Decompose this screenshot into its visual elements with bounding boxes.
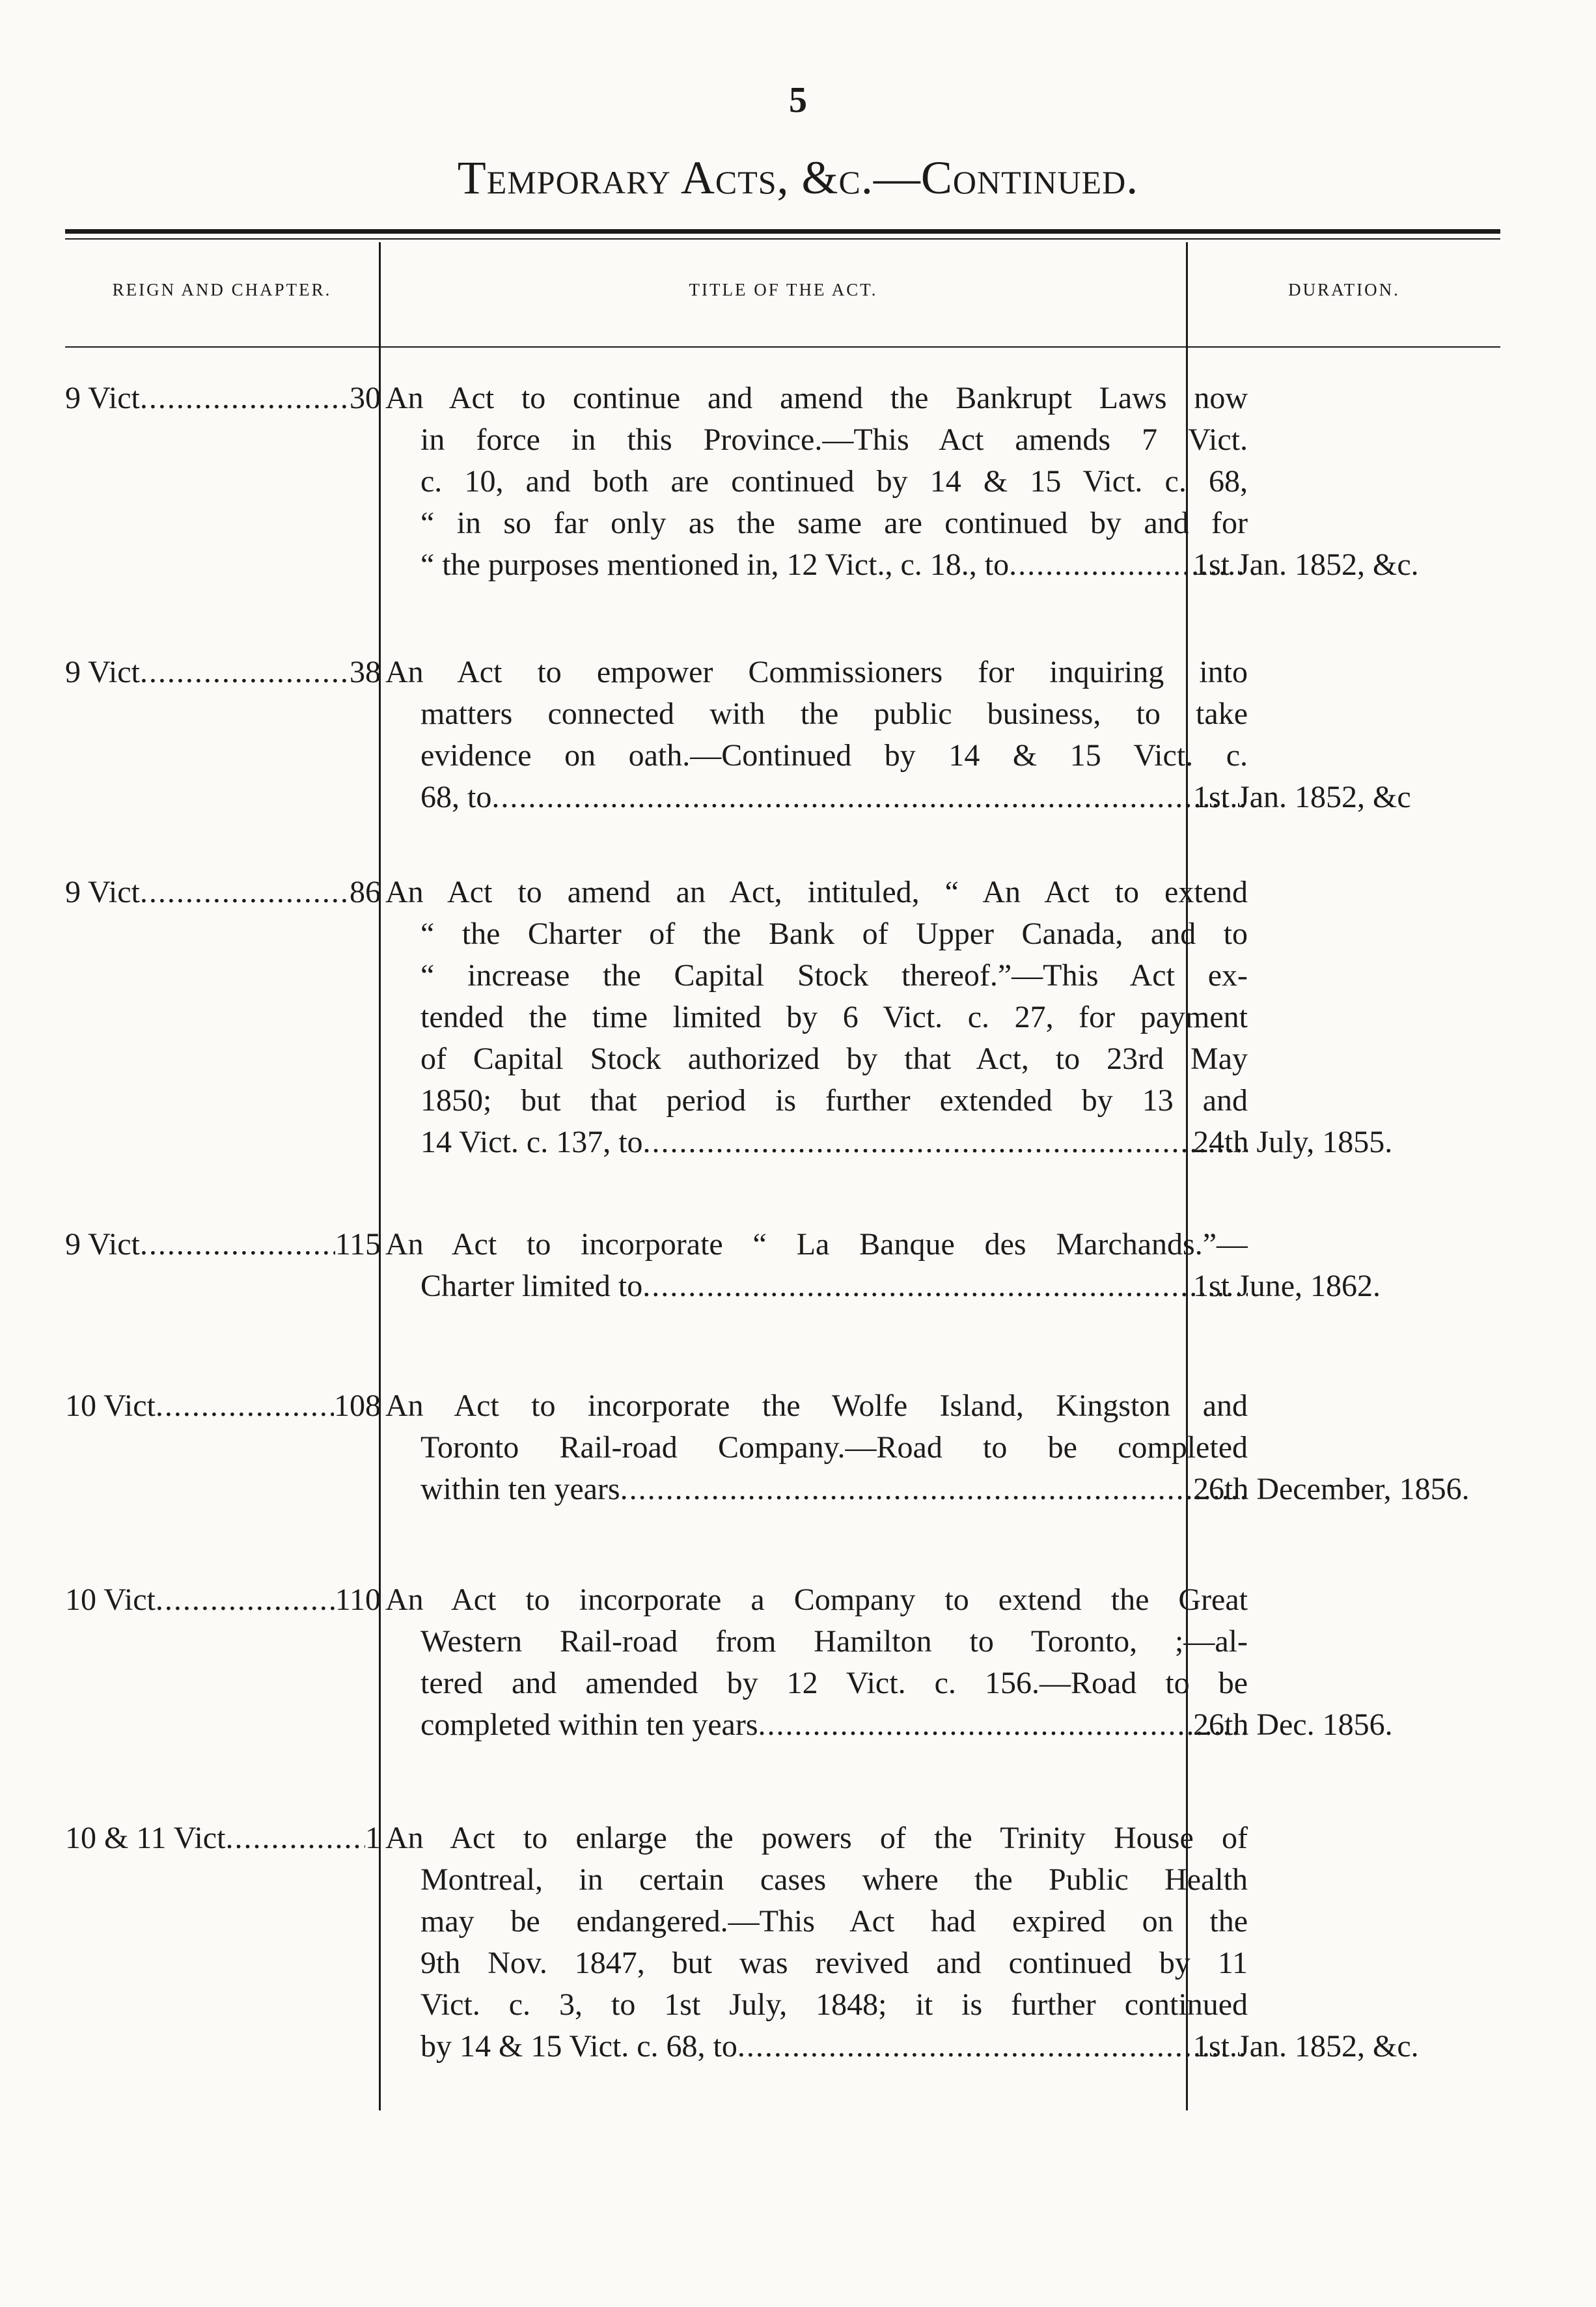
- column-header-title: TITLE OF THE ACT.: [689, 280, 878, 299]
- duration: 1st Jan. 1852, &c.: [1193, 2029, 1419, 2064]
- reign-and-chapter: [65, 1817, 381, 1859]
- act-title: [385, 1817, 1248, 2067]
- reign-label: 9 Vict: [65, 381, 140, 415]
- chapter-number: 38: [350, 655, 381, 689]
- dot-leader: [491, 777, 1248, 818]
- duration: 26th December, 1856.: [1193, 1472, 1470, 1506]
- act-title-line: completed within ten years: [420, 1707, 758, 1742]
- duration: 24th July, 1855.: [1193, 1125, 1393, 1159]
- act-title-line: 1850; but that period is further extended by 13 and: [420, 1083, 1248, 1118]
- act-title: [385, 1224, 1248, 1307]
- act-title-line: An Act to amend an Act, intituled, “ An Act to extend: [385, 875, 1248, 909]
- chapter-number: 1: [365, 1821, 381, 1855]
- reign-label: 10 & 11 Vict: [65, 1821, 226, 1855]
- reign-and-chapter: [65, 1224, 381, 1265]
- act-title-line: evidence on oath.—Continued by 14 & 15 Vict. c.: [420, 738, 1248, 773]
- act-title-line: An Act to incorporate “ La Banque des Marchands.”—: [385, 1227, 1248, 1262]
- act-title-line: within ten years: [420, 1472, 620, 1506]
- column-header-reign: REIGN AND CHAPTER.: [112, 280, 332, 299]
- act-title-line: An Act to continue and amend the Bankrupt Laws now: [385, 381, 1248, 415]
- dot-leader: [737, 2026, 1248, 2067]
- dot-leader: [140, 872, 350, 913]
- duration: 1st Jan. 1852, &c: [1193, 780, 1411, 814]
- dot-leader: [156, 1385, 334, 1427]
- dot-leader: [758, 1704, 1248, 1746]
- dot-leader: [643, 1122, 1248, 1163]
- reign-and-chapter: [65, 652, 381, 693]
- chapter-number: 115: [335, 1227, 381, 1262]
- act-title-line: in force in this Province.—This Act amends 7 Vict.: [420, 422, 1248, 457]
- act-title: [385, 652, 1248, 818]
- act-title-line: 68, to: [420, 780, 492, 814]
- dot-leader: [140, 652, 350, 693]
- act-title-line: 14 Vict. c. 137, to: [420, 1125, 643, 1159]
- dot-leader: [225, 1817, 365, 1859]
- reign-label: 10 Vict: [65, 1388, 156, 1423]
- dot-leader: [140, 1224, 335, 1265]
- reign-label: 10 Vict: [65, 1582, 156, 1617]
- top-rule-thick: [65, 229, 1500, 234]
- act-title-line: “ the purposes mentioned in, 12 Vict., c. 18., to: [420, 547, 1010, 582]
- act-title-line: An Act to incorporate the Wolfe Island, Kingston and: [385, 1388, 1248, 1423]
- act-title-last-line: [385, 1265, 1248, 1307]
- act-title-line: may be endangered.—This Act had expired on the: [420, 1904, 1248, 1939]
- act-title-last-line: [385, 1469, 1248, 1510]
- act-title-line: of Capital Stock authorized by that Act, to 23rd May: [420, 1042, 1248, 1076]
- act-title-line: Montreal, in certain cases where the Public Health: [420, 1862, 1248, 1897]
- dot-leader: [620, 1469, 1248, 1510]
- reign-and-chapter: [65, 872, 381, 913]
- act-title-line: tered and amended by 12 Vict. c. 156.—Road to be: [420, 1666, 1248, 1700]
- dot-leader: [642, 1265, 1248, 1307]
- reign-label: 9 Vict: [65, 875, 140, 909]
- act-title-line: 9th Nov. 1847, but was revived and continued by 11: [420, 1946, 1248, 1980]
- act-title-line: “ increase the Capital Stock thereof.”—This Act ex-: [420, 958, 1248, 993]
- act-title: [385, 872, 1248, 1163]
- reign-and-chapter: [65, 1385, 381, 1427]
- top-rule-thin: [65, 238, 1500, 240]
- dot-leader: [140, 378, 350, 419]
- act-title-last-line: [385, 2026, 1248, 2067]
- act-title-line: by 14 & 15 Vict. c. 68, to: [420, 2029, 737, 2064]
- act-title-line: An Act to enlarge the powers of the Trinity House of: [385, 1821, 1248, 1855]
- act-title-last-line: [385, 1704, 1248, 1746]
- duration: 1st June, 1862.: [1193, 1269, 1381, 1303]
- act-title: [385, 1385, 1248, 1510]
- reign-and-chapter: [65, 378, 381, 419]
- act-title-line: Western Rail-road from Hamilton to Toronto, ;—al-: [420, 1624, 1248, 1659]
- act-title-line: “ in so far only as the same are continued by and for: [420, 506, 1248, 540]
- running-title: Temporary Acts, &c.—Continued.: [457, 152, 1139, 204]
- act-title-line: Charter limited to: [420, 1269, 643, 1303]
- reign-label: 9 Vict: [65, 1227, 140, 1262]
- dot-leader: [156, 1579, 335, 1621]
- reign-and-chapter: [65, 1579, 381, 1621]
- act-title-last-line: [385, 544, 1248, 586]
- act-title-line: tended the time limited by 6 Vict. c. 27, for payment: [420, 1000, 1248, 1034]
- act-title-line: matters connected with the public business, to take: [420, 697, 1248, 731]
- chapter-number: 108: [334, 1388, 381, 1423]
- chapter-number: 110: [335, 1582, 381, 1617]
- act-title: [385, 1579, 1248, 1746]
- reign-label: 9 Vict: [65, 655, 140, 689]
- act-title-last-line: [385, 1122, 1248, 1163]
- duration: 1st Jan. 1852, &c.: [1193, 547, 1419, 582]
- act-title-line: An Act to incorporate a Company to extend the Great: [385, 1582, 1248, 1617]
- chapter-number: 86: [350, 875, 381, 909]
- act-title-line: An Act to empower Commissioners for inquiring into: [385, 655, 1248, 689]
- act-title: [385, 378, 1248, 586]
- duration: 26th Dec. 1856.: [1193, 1707, 1393, 1742]
- chapter-number: 30: [350, 381, 381, 415]
- act-title-line: Toronto Rail-road Company.—Road to be completed: [420, 1430, 1248, 1465]
- act-title-line: c. 10, and both are continued by 14 & 15 Vict. c. 68,: [420, 464, 1248, 499]
- header-rule: [65, 346, 1500, 348]
- act-title-line: “ the Charter of the Bank of Upper Canada, and to: [420, 917, 1248, 951]
- page-number: 5: [789, 80, 807, 120]
- act-title-line: Vict. c. 3, to 1st July, 1848; it is further continued: [420, 1987, 1248, 2022]
- act-title-last-line: [385, 777, 1248, 818]
- column-header-duration: DURATION.: [1288, 280, 1400, 299]
